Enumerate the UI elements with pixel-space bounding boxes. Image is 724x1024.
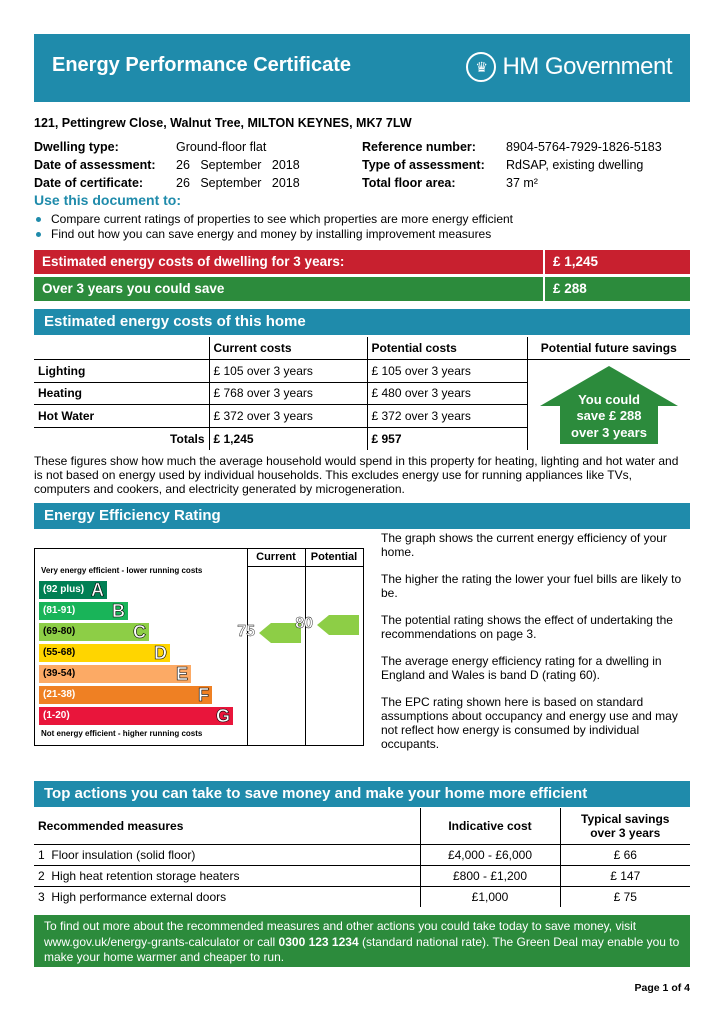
assessment-date-value: 26 September 2018 bbox=[176, 158, 300, 172]
chart-header-current: Current bbox=[256, 551, 296, 563]
savings-summary-label: Over 3 years you could save bbox=[42, 281, 225, 296]
table-row bbox=[34, 886, 690, 907]
band-letter: G bbox=[215, 706, 230, 726]
measure-cost: £1,000 bbox=[420, 886, 560, 907]
cost-row-current: £ 105 over 3 years bbox=[209, 360, 367, 383]
bullet-text: Compare current ratings of properties to see which properties are more energy efficient bbox=[51, 212, 514, 226]
band-range: (21-38) bbox=[43, 689, 76, 700]
band-range: (92 plus) bbox=[43, 584, 85, 595]
measure-cell: 2 High heat retention storage heaters bbox=[34, 865, 420, 886]
band-letter: C bbox=[133, 622, 146, 642]
measure-cell: 1 Floor insulation (solid floor) bbox=[34, 844, 420, 865]
band-letter: F bbox=[198, 685, 209, 705]
band-range: (55-68) bbox=[43, 647, 76, 658]
royal-crest-icon: ♛ bbox=[466, 52, 496, 82]
arrow-line-1: You could bbox=[578, 392, 640, 407]
rating-band-b bbox=[39, 602, 128, 620]
costs-section-title: Estimated energy costs of this home bbox=[34, 309, 690, 335]
totals-label: Totals bbox=[170, 431, 205, 446]
reference-label: Reference number: bbox=[362, 140, 476, 154]
current-rating-value: 75 bbox=[237, 622, 255, 640]
measure-saving: £ 75 bbox=[560, 886, 690, 907]
savings-arrow bbox=[540, 366, 678, 444]
costs-header-potential: Potential costs bbox=[367, 337, 527, 360]
measure-cost: £4,000 - £6,000 bbox=[420, 844, 560, 865]
dwelling-type-label: Dwelling type: bbox=[34, 140, 119, 154]
band-letter: A bbox=[91, 580, 104, 600]
savings-summary-value: £ 288 bbox=[543, 277, 690, 301]
cost-row-name: Heating bbox=[34, 382, 209, 405]
cost-row-current: £ 768 over 3 years bbox=[209, 382, 367, 405]
actions-table bbox=[34, 808, 690, 907]
band-letter: E bbox=[175, 664, 188, 684]
phone-number: 0300 123 1234 bbox=[278, 934, 359, 949]
arrow-line-2: save £ 288 bbox=[576, 408, 642, 423]
measure-saving: £ 66 bbox=[560, 844, 690, 865]
rating-section-title: Energy Efficiency Rating bbox=[34, 503, 690, 529]
cost-row-current: £ 372 over 3 years bbox=[209, 405, 367, 428]
measure-cell: 3 High performance external doors bbox=[38, 889, 227, 904]
arrow-line-3: over 3 years bbox=[571, 425, 647, 440]
measure-cost: £800 - £1,200 bbox=[420, 865, 560, 886]
band-range: (69-80) bbox=[43, 626, 76, 637]
totals-potential: £ 957 bbox=[367, 427, 527, 450]
measure-saving: £ 147 bbox=[560, 865, 690, 886]
info-footer: To find out more about the recommended measures and other actions you could take today to save money, visit www.gov.uk/energy-grants-calculator or call 0300 123 1234 (standard national rate). The Green Deal may enable you to make your home warmer and cheaper to run. bbox=[34, 915, 690, 967]
rating-band-d bbox=[39, 644, 170, 662]
dwelling-type-value: Ground-floor flat bbox=[176, 140, 267, 154]
rating-band-c bbox=[39, 623, 149, 641]
certificate-date-label: Date of certificate: bbox=[34, 176, 144, 190]
rating-band-e bbox=[39, 665, 191, 683]
chart-bottom-caption: Not energy efficient - higher running costs bbox=[41, 729, 203, 738]
hm-government-logo bbox=[466, 52, 672, 82]
rating-band-f bbox=[39, 686, 212, 704]
use-title: Use this document to: bbox=[34, 192, 182, 208]
cost-row-name: Lighting bbox=[34, 360, 209, 383]
cost-summary-value: £ 1,245 bbox=[543, 250, 690, 274]
chart-header-potential: Potential bbox=[310, 551, 358, 563]
hm-government-text: HM Government bbox=[502, 53, 672, 80]
rating-chart bbox=[34, 548, 364, 746]
cost-summary-bar bbox=[34, 250, 690, 274]
cost-row-name: Hot Water bbox=[34, 405, 209, 428]
assessment-type-label: Type of assessment: bbox=[362, 158, 485, 172]
page-number: Page 1 of 4 bbox=[634, 982, 690, 994]
cost-row-potential: £ 372 over 3 years bbox=[367, 405, 527, 428]
cost-summary-label: Estimated energy costs of dwelling for 3 years: bbox=[42, 254, 345, 269]
assessment-date-label: Date of assessment: bbox=[34, 158, 156, 172]
bullet-icon bbox=[36, 232, 41, 237]
savings-summary-bar bbox=[34, 277, 690, 301]
actions-header-cost: Indicative cost bbox=[420, 808, 560, 844]
band-range: (1-20) bbox=[43, 710, 70, 721]
rating-explanation bbox=[381, 531, 691, 764]
certificate-date-value: 26 September 2018 bbox=[176, 176, 300, 190]
bullet-text: Find out how you can save energy and money by installing improvement measures bbox=[51, 227, 492, 241]
cost-row-potential: £ 480 over 3 years bbox=[367, 382, 527, 405]
explain-paragraph: The potential rating shows the effect of undertaking the recommendations on page 3. bbox=[381, 613, 673, 641]
info-left bbox=[34, 138, 300, 192]
floor-area-value: 37 m² bbox=[506, 176, 538, 190]
explain-paragraph: The graph shows the current energy efficiency of your home. bbox=[381, 531, 667, 559]
explain-paragraph: The EPC rating shown here is based on standard assumptions about occupancy and energy use and may not reflect how energy is consumed by individual occupants. bbox=[381, 695, 678, 751]
table-row bbox=[34, 865, 690, 886]
explain-paragraph: The higher the rating the lower your fuel bills are likely to be. bbox=[381, 572, 682, 600]
cost-row-potential: £ 105 over 3 years bbox=[367, 360, 527, 383]
table-row bbox=[34, 844, 690, 865]
band-range: (81-91) bbox=[43, 605, 76, 616]
rating-band-a bbox=[39, 581, 107, 599]
reference-value: 8904-5764-7929-1826-5183 bbox=[506, 140, 662, 154]
use-bullets bbox=[34, 212, 513, 242]
actions-section-title: Top actions you can take to save money and make your home more efficient bbox=[34, 781, 690, 807]
property-address: 121, Pettingrew Close, Walnut Tree, MILTON KEYNES, MK7 7LW bbox=[34, 116, 412, 130]
floor-area-label: Total floor area: bbox=[362, 176, 456, 190]
band-range: (39-54) bbox=[43, 668, 76, 679]
info-right bbox=[362, 138, 662, 192]
document-title: Energy Performance Certificate bbox=[52, 54, 352, 76]
page-header bbox=[34, 34, 690, 102]
explain-paragraph: The average energy efficiency rating for a dwelling in England and Wales is band D (rating 60). bbox=[381, 654, 662, 682]
actions-header-measures: Recommended measures bbox=[34, 808, 420, 844]
band-letter: B bbox=[112, 601, 125, 621]
bullet-icon bbox=[36, 217, 41, 222]
costs-header-current: Current costs bbox=[209, 337, 367, 360]
costs-note: These figures show how much the average household would spend in this property for heating, lighting and hot water and is not based on energy used by individual households. This excludes energy use for running appliances like TVs, computers and cookers, and electricity generated by microgeneration. bbox=[34, 454, 679, 496]
actions-header-savings: Typical savings over 3 years bbox=[560, 808, 690, 844]
costs-header-future: Potential future savings bbox=[527, 337, 690, 360]
totals-current: £ 1,245 bbox=[209, 427, 367, 450]
band-letter: D bbox=[154, 643, 167, 663]
potential-rating-value: 80 bbox=[295, 615, 313, 632]
assessment-type-value: RdSAP, existing dwelling bbox=[506, 158, 644, 172]
chart-top-caption: Very energy efficient - lower running costs bbox=[41, 566, 203, 575]
rating-band-g bbox=[39, 707, 233, 725]
